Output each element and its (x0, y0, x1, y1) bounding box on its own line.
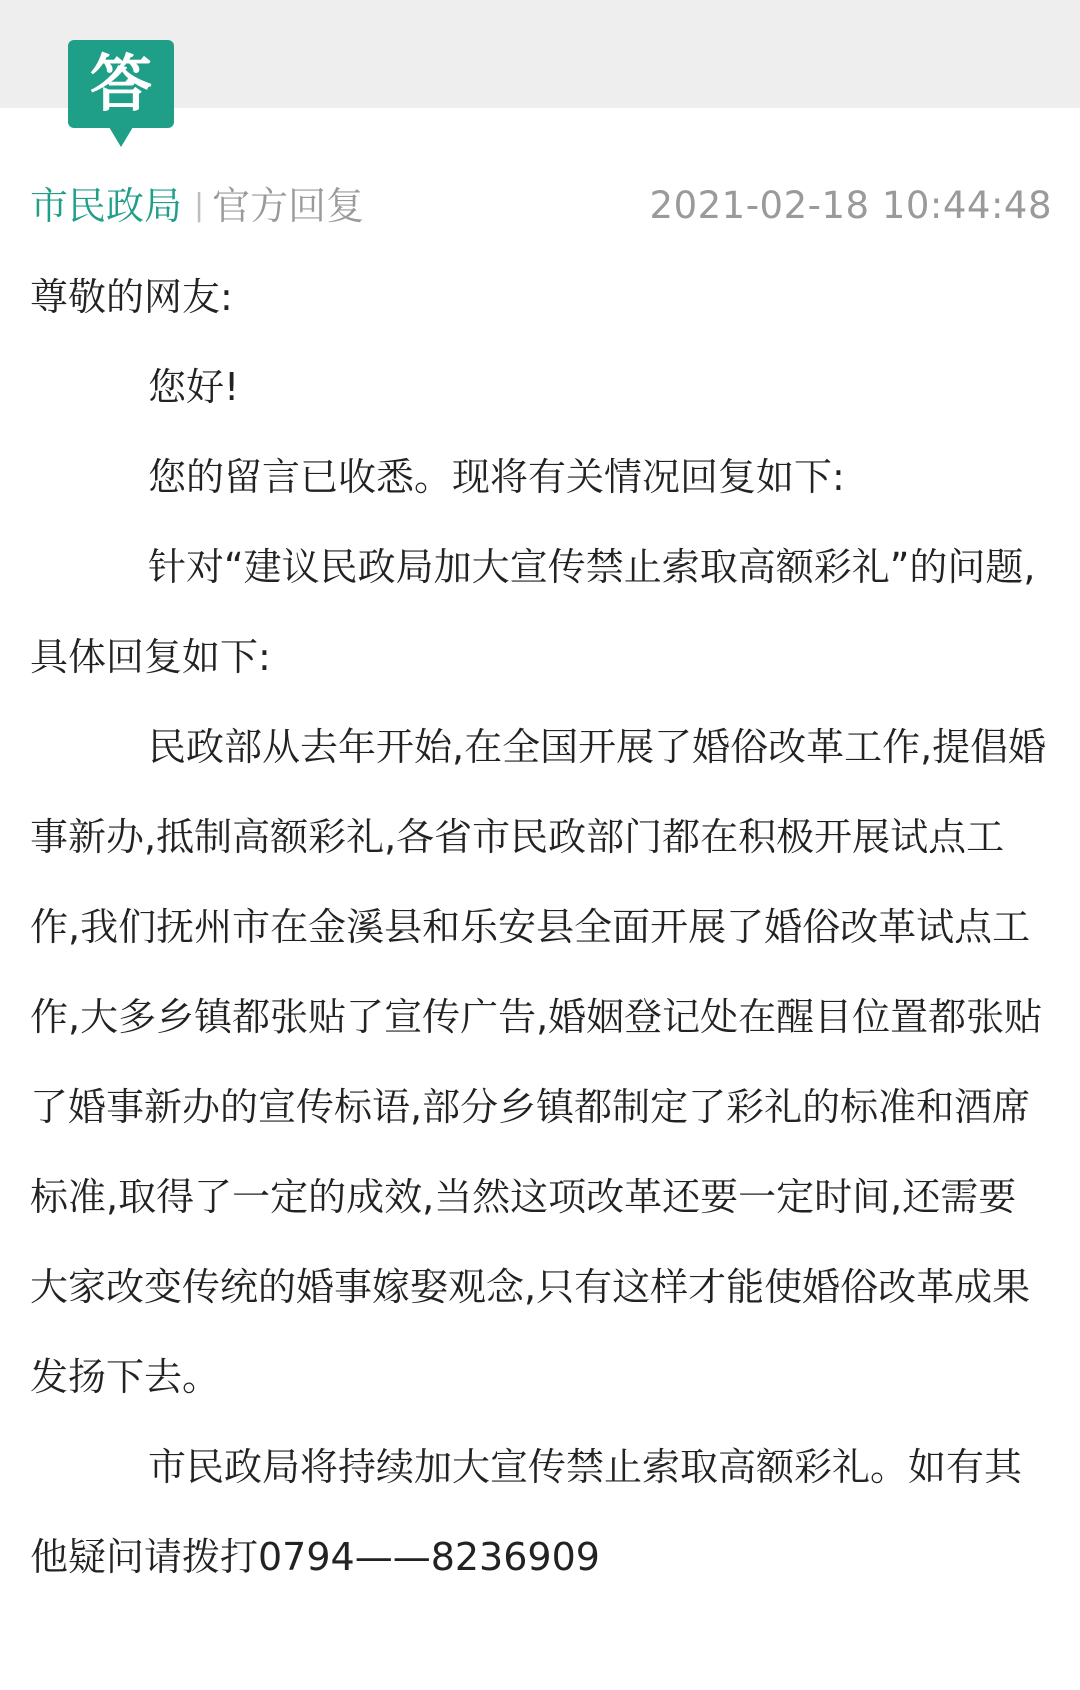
org-name[interactable]: 市民政局 (30, 184, 183, 228)
reply-type-label: 官方回复 (212, 184, 365, 228)
reply-salutation: 尊敬的网友: (30, 275, 233, 319)
reply-topic: 针对“建议民政局加大宣传禁止索取高额彩礼”的问题,具体回复如下: (30, 545, 1036, 679)
reply-body: 民政部从去年开始,在全国开展了婚俗改革工作,提倡婚事新办,抵制高额彩礼,各省市民政部门都在积极开展试点工作,我们抚州市在金溪县和乐安县全面开展了婚俗改革试点工作,大多乡镇都张贴了宣传广告,婚姻登记处在醒目位置都张贴了婚事新办的宣传标语,部分乡镇都制定了彩礼的标准和酒席标准,取得了一定的成效,当然这项改革还要一定时间,还需要大家改变传统的婚事嫁娶观念,只有这样才能使婚俗改革成果发扬下去。 (30, 725, 1047, 1399)
reply-content (30, 252, 1052, 1602)
reply-meta-row (30, 176, 1052, 236)
answer-badge-label: 答 (89, 47, 152, 120)
reply-closing: 市民政局将持续加大宣传禁止索取高额彩礼。如有其他疑问请拨打0794——8236909 (30, 1445, 1023, 1579)
meta-separator: | (194, 188, 205, 223)
answer-badge-icon (68, 40, 174, 128)
reply-timestamp: 2021-02-18 10:44:48 (649, 184, 1052, 227)
reply-greeting: 您好! (148, 365, 240, 409)
reply-intro: 您的留言已收悉。现将有关情况回复如下: (148, 455, 845, 499)
